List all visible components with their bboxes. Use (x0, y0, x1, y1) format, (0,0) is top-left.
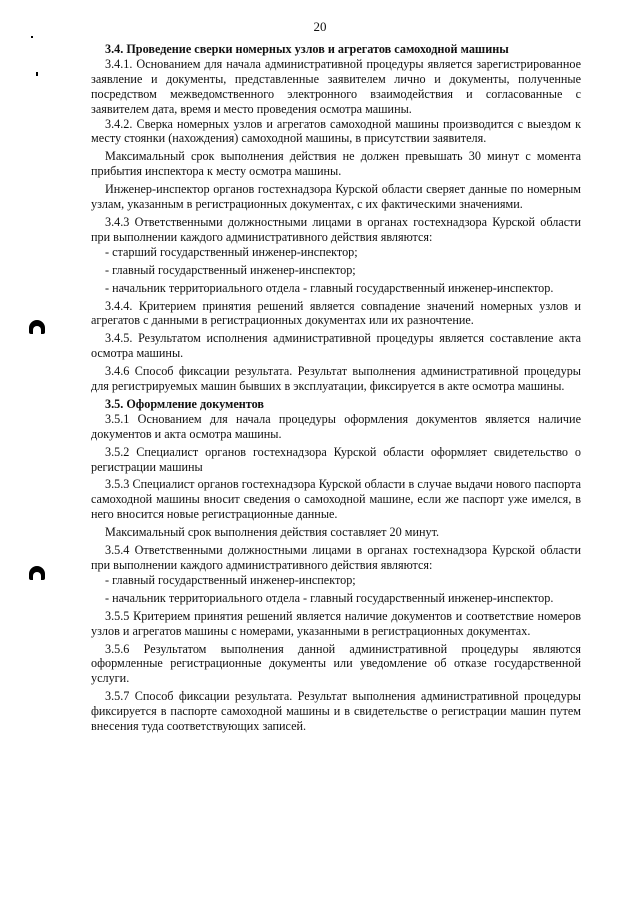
paragraph: 3.5.2 Специалист органов гостехнадзора Курской области оформляет свидетельство о регистрации машины (91, 444, 581, 474)
paragraph: 3.4.4. Критерием принятия решений является совпадение значений номерных узлов и агрегатов с данными в регистрационных документах или их разночтение. (91, 298, 581, 328)
paragraph: Максимальный срок выполнения действия не должен превышать 30 минут с момента прибытия инспектора к месту осмотра машины. (91, 149, 581, 179)
section-heading: 3.5. Оформление документов (105, 396, 264, 411)
paragraph: 3.5.3 Специалист органов гостехнадзора Курской области в случае выдачи нового паспорта самоходной машины вносит сведения о самоходной машине, если же паспорт уже имелся, в него вносится новые регистрационные данные. (91, 477, 581, 522)
list-item: - начальник территориального отдела - главный государственный инженер-инспектор. (105, 590, 554, 605)
paragraph: 3.4.6 Способ фиксации результата. Результат выполнения административной процедуры для регистрируемых машин бывших в эксплуатации, фиксируется в акте осмотра машины. (91, 364, 581, 394)
scan-speck (36, 72, 38, 76)
list-item: - главный государственный инженер-инспектор; (105, 572, 356, 587)
paragraph: 3.4.2. Сверка номерных узлов и агрегатов самоходной машины производится с выездом к месту стоянки (нахождения) самоходной машины, в присутствии заявителя. (91, 116, 581, 146)
paragraph: 3.4.5. Результатом исполнения административной процедуры является составление акта осмотра машины. (91, 331, 581, 361)
scan-speck (31, 36, 33, 38)
paragraph: 3.5.1 Основанием для начала процедуры оформления документов является наличие документов и акта осмотра машины. (91, 411, 581, 441)
list-item: - главный государственный инженер-инспектор; (105, 262, 356, 277)
binder-hole-mark (29, 320, 45, 334)
list-item: - старший государственный инженер-инспектор; (105, 244, 358, 259)
paragraph: 3.5.6 Результатом выполнения данной административной процедуры являются оформленные регистрационные документы или уведомление об отказе государственной услуги. (91, 641, 581, 686)
paragraph: Инженер-инспектор органов гостехнадзора Курской области сверяет данные по номерным узлам, указанным в регистрационных документах, с их фактическими значениями. (91, 182, 581, 212)
paragraph: Максимальный срок выполнения действия составляет 20 минут. (105, 525, 440, 540)
paragraph: 3.5.4 Ответственными должностными лицами в органах гостехнадзора Курской области при выполнении каждого административного действия являются: (91, 543, 581, 572)
list-item: - начальник территориального отдела - главный государственный инженер-инспектор. (105, 280, 554, 295)
paragraph: 3.4.3 Ответственными должностными лицами в органах гостехнадзора Курской области при выполнении каждого административного действия являются: (91, 214, 581, 244)
page-number: 20 (313, 19, 327, 34)
paragraph: 3.5.5 Критерием принятия решений является наличие документов и соответствие номеров узлов и агрегатов машины с номерами, указанными в регистрационных документах. (91, 608, 581, 638)
paragraph: 3.4.1. Основанием для начала административной процедуры является зарегистрированное заявление и документы, представленные заявителем лично и документы, полученные посредством межведомственного электронного взаимодействия и согласованные с заявителем дата, время и место проведения осмотра машины. (91, 56, 581, 116)
document-body (91, 42, 581, 734)
section-heading: 3.4. Проведение сверки номерных узлов и агрегатов самоходной машины (105, 42, 509, 56)
paragraph: 3.5.7 Способ фиксации результата. Результат выполнения административной процедуры фиксируется в паспорте самоходной машины и в свидетельстве о регистрации машин путем внесения туда соответствующих записей. (91, 689, 581, 734)
binder-hole-mark (29, 566, 45, 580)
